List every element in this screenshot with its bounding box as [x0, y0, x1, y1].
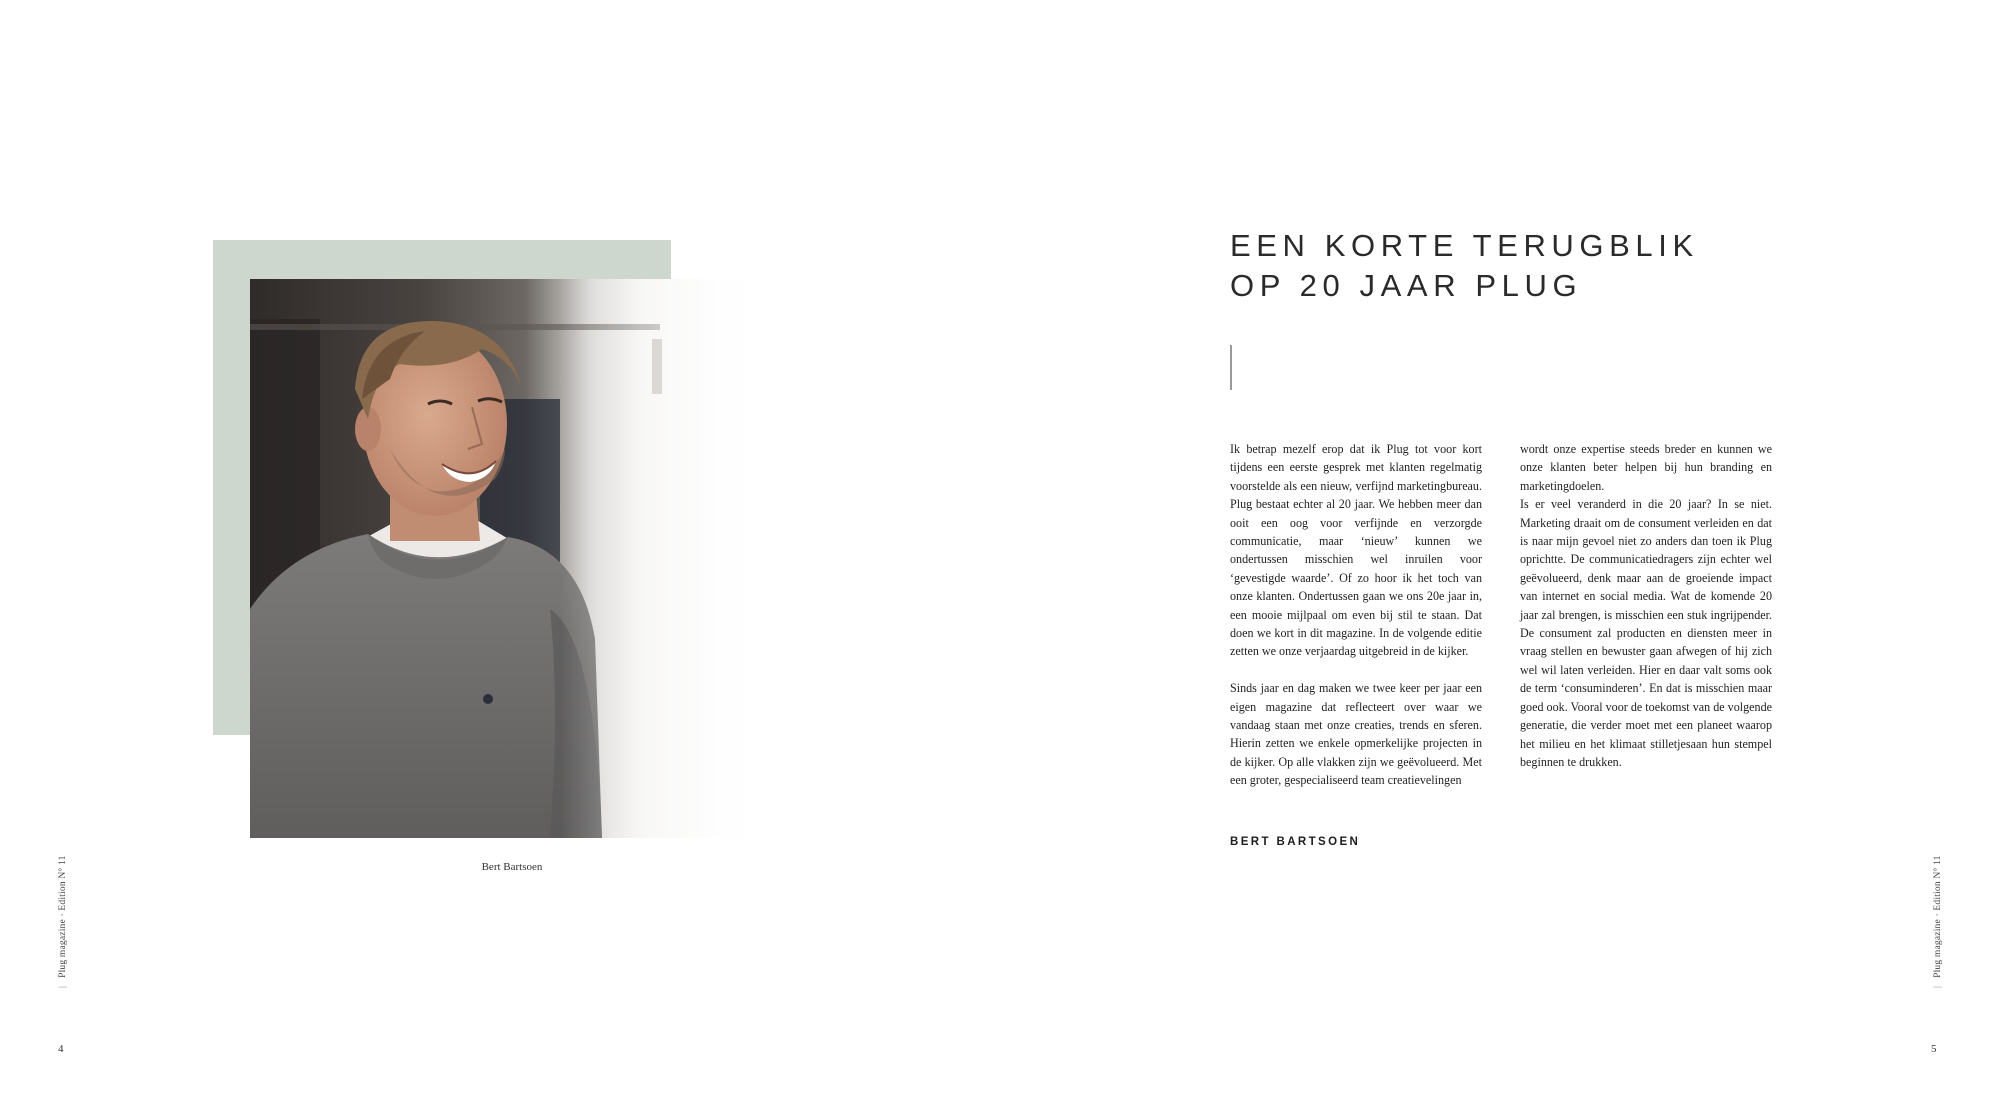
left-side-label-text: Plug magazine · Edition N° 11 [58, 855, 68, 978]
left-side-label [58, 855, 68, 988]
right-side-label [1933, 855, 1943, 988]
vertical-divider [1230, 345, 1232, 390]
page-number-right: 5 [1931, 1043, 1937, 1055]
page-number-left: 4 [58, 1043, 64, 1055]
column-1-paragraph-1: Ik betrap mezelf erop dat ik Plug tot voor kort tijdens een eerste gesprek met klanten regelmatig voorstelde als een nieuw, verfijnd marketingbureau. Plug bestaat echter al 20 jaar. We hebben meer dan ooit een oog voor verfijnde en verzorgde communicatie, maar ‘nieuw’ kunnen we ondertussen misschien wel inruilen voor ‘gevestigde waarde’. Of zo hoor ik het toch van onze klanten. Ondertussen gaan we ons 20e jaar in, een mooie mijlpaal om even bij stil te staan. Dat doen we kort in dit magazine. In de volgende editie zetten we onze verjaardag uitgebreid in de kijker. [1230, 442, 1482, 659]
portrait-photo [250, 279, 750, 838]
column-2-paragraph-2: Is er veel veranderd in die 20 jaar? In se niet. Marketing draait om de consument verleiden en dat is naar mijn gevoel niet zo anders dan toen ik Plug oprichtte. De communicatiedragers zijn echter wel geëvolueerd, denk maar aan de groeiende impact van internet en social media. Wat de komende 20 jaar zal brengen, is misschien een stuk ingrijpender. De consument zal producten en diensten meer in vraag stellen en bewuster gaan afwegen of hij zich wel wil laten verleiden. Hier en daar valt soms ook de term ‘consuminderen’. En dat is misschien maar goed ook. Vooral voor de toekomst van de volgende generatie, die verder moet met een planeet waarop het milieu en het klimaat stilletjesaan hun stempel beginnen te drukken. [1520, 497, 1772, 769]
headline-line-2: OP 20 JAAR PLUG [1230, 268, 1583, 303]
right-side-label-text: Plug magazine · Edition N° 11 [1933, 855, 1943, 978]
side-tick: | [58, 985, 68, 988]
headline-line-1: EEN KORTE TERUGBLIK [1230, 228, 1699, 263]
author-name: BERT BARTSOEN [1230, 836, 1361, 848]
body-column-1 [1230, 440, 1482, 790]
photo-caption: Bert Bartsoen [481, 861, 543, 873]
column-1-paragraph-2: Sinds jaar en dag maken we twee keer per jaar een eigen magazine dat reflecteert over waar we vandaag staan met onze creaties, trends en sferen. Hierin zetten we enkele opmerkelijke projecten in de kijker. Op alle vlakken zijn we geëvolueerd. Met een groter, gespecialiseerd team creatievelingen [1230, 681, 1482, 788]
column-2-paragraph-1: wordt onze expertise steeds breder en kunnen we onze klanten beter helpen bij hun branding en marketingdoelen. [1520, 442, 1772, 493]
side-tick: | [1933, 985, 1943, 988]
article-headline [1230, 226, 1790, 306]
body-column-2 [1520, 440, 1772, 771]
